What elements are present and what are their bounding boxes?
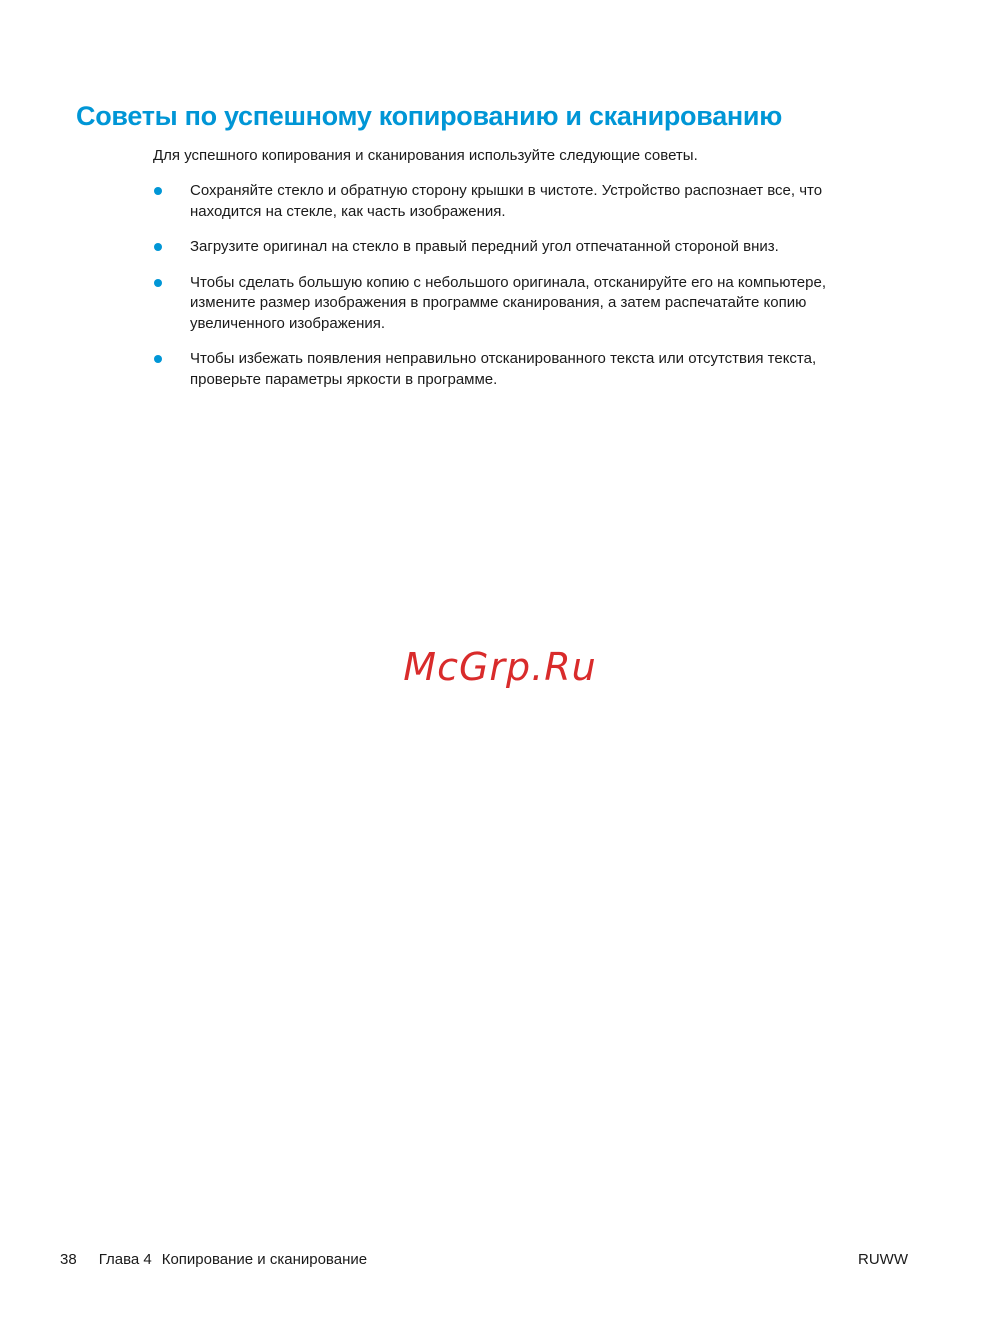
watermark: McGrp.Ru xyxy=(403,645,597,689)
bullet-icon xyxy=(154,243,162,251)
page-number: 38 xyxy=(60,1251,77,1268)
list-item xyxy=(153,237,873,258)
list-item xyxy=(153,181,873,222)
tip-text: Чтобы избежать появления неправильно отсканированного текста или отсутствия текста, проверьте параметры яркости в программе. xyxy=(190,350,817,388)
list-item xyxy=(153,349,873,390)
chapter-label: Глава 4 xyxy=(98,1251,152,1268)
bullet-icon xyxy=(154,187,162,195)
tip-text: Чтобы сделать большую копию с небольшого оригинала, отсканируйте его на компьютере, измените размер изображения в программе сканирования, а затем распечатайте копию увеличенного изображения. xyxy=(190,273,827,332)
tip-text: Сохраняйте стекло и обратную сторону крышки в чистоте. Устройство распознает все, что находится на стекле, как часть изображения. xyxy=(190,182,823,220)
footer-left xyxy=(60,1250,367,1270)
bullet-icon xyxy=(154,279,162,287)
tips-list xyxy=(153,181,873,405)
tip-text: Загрузите оригинал на стекло в правый передний угол отпечатанной стороной вниз. xyxy=(190,238,779,255)
page-title: Советы по успешному копированию и сканированию xyxy=(76,101,782,131)
list-item xyxy=(153,273,873,335)
bullet-icon xyxy=(154,355,162,363)
intro-paragraph: Для успешного копирования и сканирования используйте следующие советы. xyxy=(153,147,698,164)
document-code: RUWW xyxy=(858,1251,908,1268)
page-footer xyxy=(60,1250,908,1270)
chapter-title: Копирование и сканирование xyxy=(161,1251,368,1268)
